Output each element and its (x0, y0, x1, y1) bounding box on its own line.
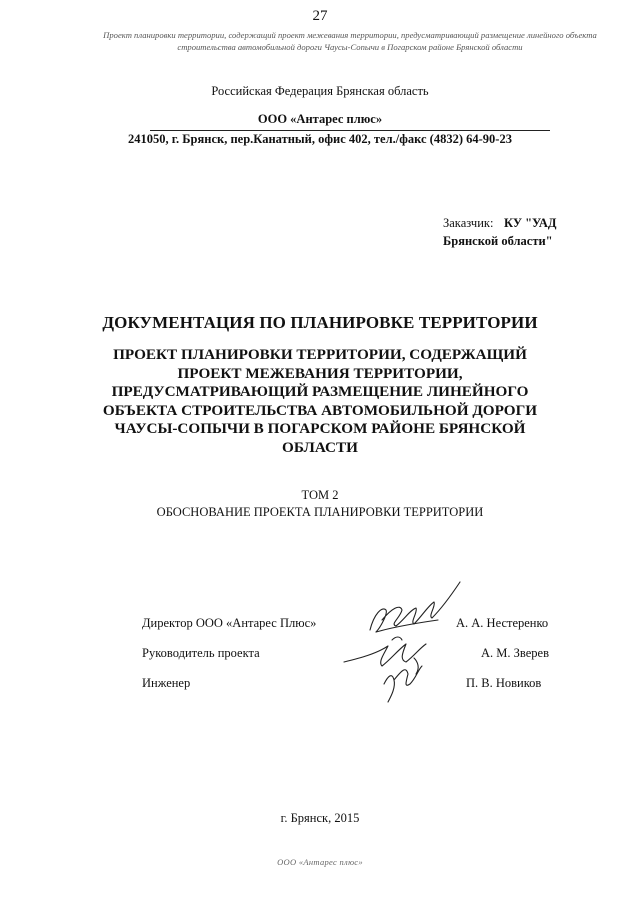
signature-role-director: Директор ООО «Антарес Плюс» (142, 616, 317, 630)
signature-role-engineer: Инженер (142, 676, 191, 690)
project-title: ПРОЕКТ ПЛАНИРОВКИ ТЕРРИТОРИИ, СОДЕРЖАЩИЙ ПРОЕКТ МЕЖЕВАНИЯ ТЕРРИТОРИИ, ПРЕДУСМАТРИВАЮЩИЙ РАЗМЕЩЕНИЕ ЛИНЕЙНОГО ОБЪЕКТА СТРОИТЕЛЬСТВА АВТОМОБИЛЬНОЙ ДОРОГИ ЧАУСЫ-СОПЫЧИ В ПОГАРСКОМ РАЙОНЕ БРЯНСКОЙ ОБЛАСТИ (102, 346, 538, 456)
document-title: ДОКУМЕНТАЦИЯ ПО ПЛАНИРОВКЕ ТЕРРИТОРИИ (102, 313, 538, 332)
customer-name-continued: Брянской области" (443, 234, 553, 248)
volume-number: ТОМ 2 (301, 488, 339, 502)
signature-name-director: А. А. Нестеренко (456, 616, 549, 630)
footer-company-mark: ООО «Антарес плюс» (277, 857, 363, 867)
address-divider (150, 130, 550, 131)
customer-name: КУ "УАД (504, 216, 557, 230)
signature-director (370, 582, 460, 632)
federation-line: Российская Федерация Брянская область (211, 84, 429, 98)
signature-engineer (384, 666, 422, 702)
handwritten-signatures (330, 570, 480, 710)
page-number: 27 (312, 8, 328, 24)
running-header: Проект планировки территории, содержащий проект межевания территории, предусматривающий размещение линейного объекта строительства автомобильной дороги Чаусы-Сопычи в Погарском районе Брянской области (103, 30, 597, 52)
signature-project-lead-detail (392, 637, 418, 674)
signature-director-underline (376, 620, 438, 632)
volume-subtitle: ОБОСНОВАНИЕ ПРОЕКТА ПЛАНИРОВКИ ТЕРРИТОРИИ (156, 505, 484, 519)
company-address: 241050, г. Брянск, пер.Канатный, офис 402, тел./факс (4832) 64-90-23 (128, 132, 512, 146)
signature-project-lead (344, 644, 426, 666)
city-year: г. Брянск, 2015 (280, 811, 360, 825)
company-name: ООО «Антарес плюс» (257, 112, 383, 126)
signature-name-engineer: П. В. Новиков (466, 676, 542, 690)
signature-name-project-lead: А. М. Зверев (481, 646, 549, 660)
customer-label: Заказчик: (443, 216, 494, 230)
signature-role-project-lead: Руководитель проекта (142, 646, 260, 660)
